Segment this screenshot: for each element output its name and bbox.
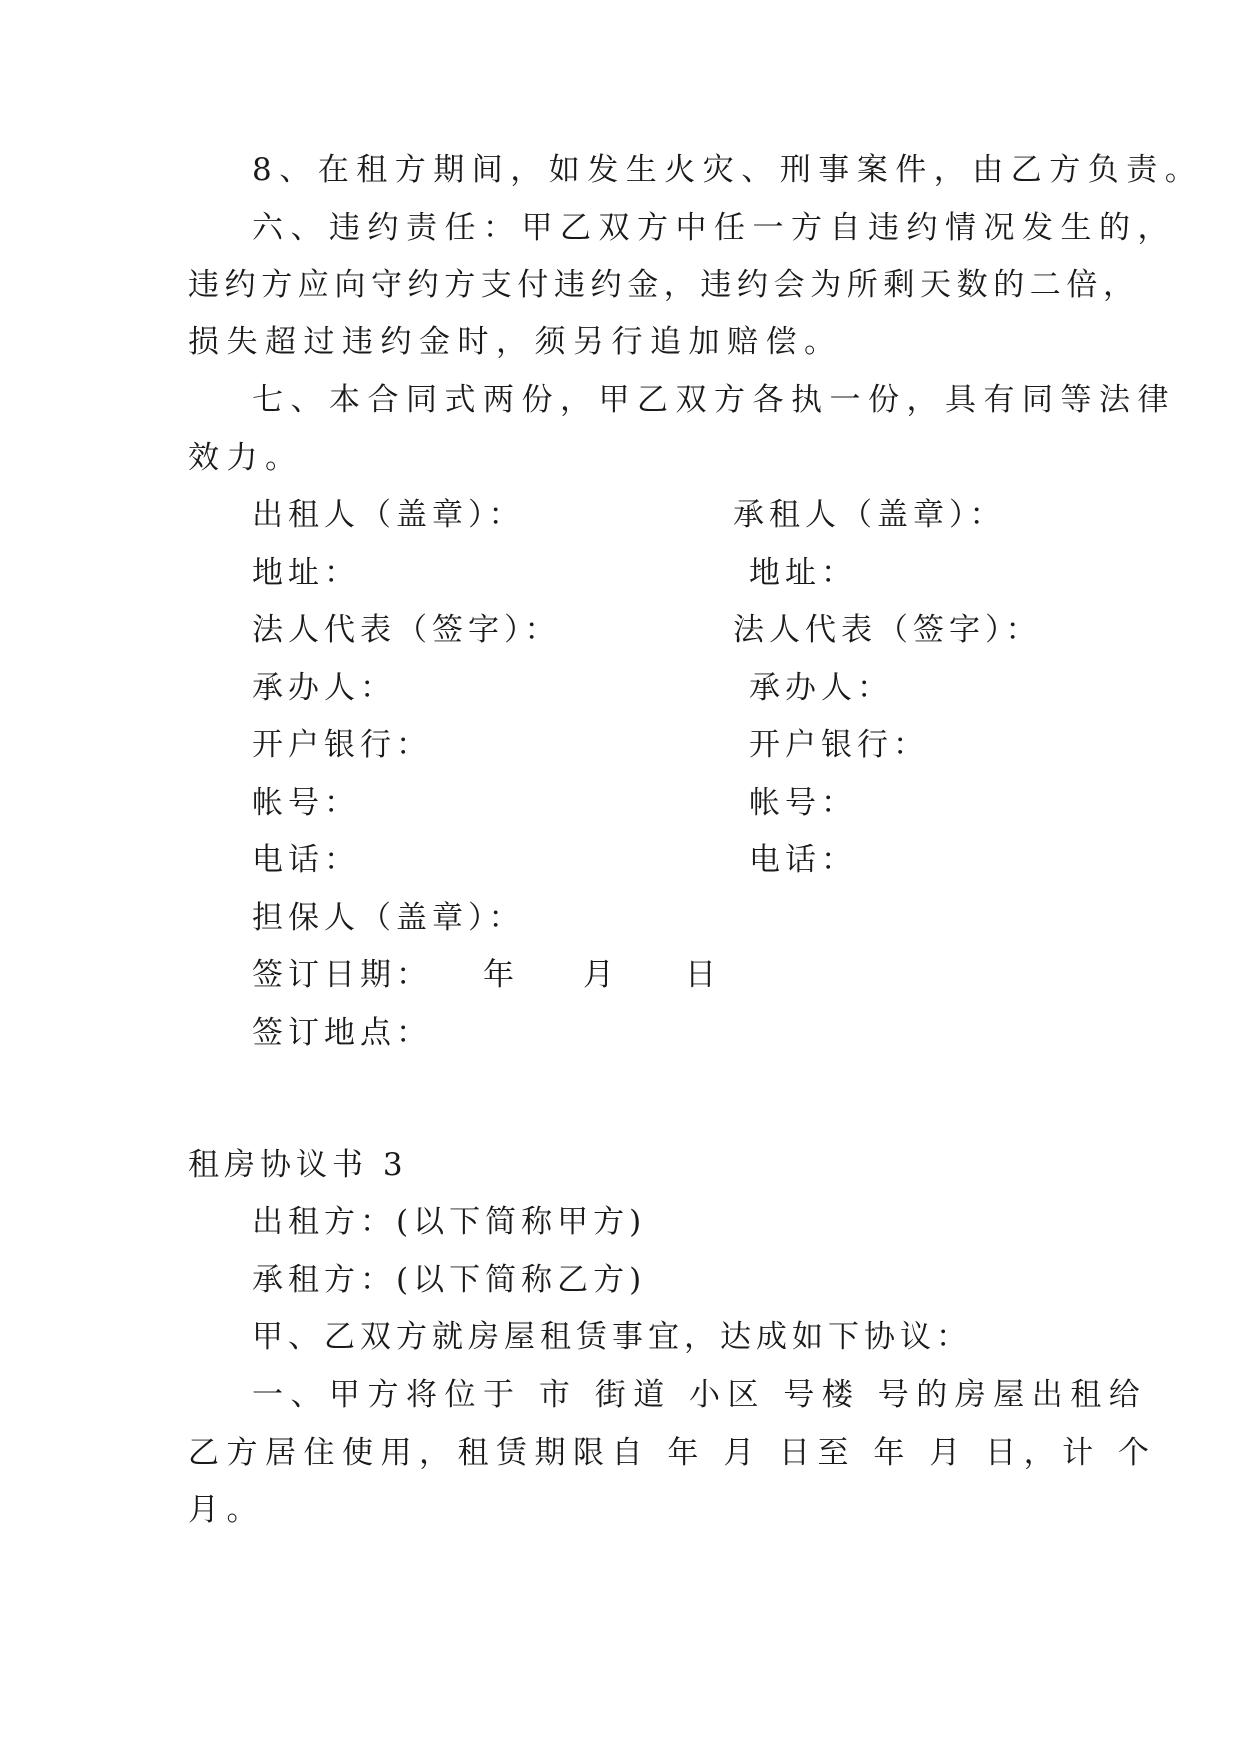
sign-date-label: 签订日期： [252, 957, 432, 993]
clause-8: 8、在租方期间，如发生火灾、刑事案件，由乙方负责。 [252, 152, 1204, 188]
lessee-handler-label: 承办人： [749, 670, 893, 706]
lessor-address-label: 地址： [252, 555, 360, 591]
lessor-seal-label: 出租人（盖章）： [252, 497, 525, 533]
sign-date-year: 年 [483, 957, 522, 993]
contract-3-intro: 甲、乙双方就房屋租赁事宜，达成如下协议： [252, 1319, 972, 1355]
lessor-handler-label: 承办人： [252, 670, 396, 706]
clause-7-line-2: 效力。 [188, 440, 304, 476]
contract-3-lessee: 承租方：(以下简称乙方) [252, 1262, 647, 1298]
guarantor-seal-label: 担保人（盖章）： [252, 900, 525, 936]
lessee-legal-rep-label: 法人代表（签字）： [733, 612, 1042, 648]
lessee-phone-label: 电话： [749, 842, 857, 878]
sign-date-day: 日 [685, 957, 724, 993]
contract-3-lessor: 出租方：(以下简称甲方) [252, 1204, 647, 1240]
lessor-bank-label: 开户银行： [252, 727, 432, 763]
clause-6-line-2: 违约方应向守约方支付违约金，违约会为所剩天数的二倍， [188, 267, 1140, 303]
contract-3-clause-1-line-2: 乙方居住使用，租赁期限自 年 月 日至 年 月 日，计 个 [188, 1435, 1157, 1471]
lessee-account-label: 帐号： [749, 785, 857, 821]
lessee-address-label: 地址： [749, 555, 857, 591]
sign-place-label: 签订地点： [252, 1015, 432, 1051]
lessee-bank-label: 开户银行： [749, 727, 929, 763]
clause-6-line-1: 六、违约责任：甲乙双方中任一方自违约情况发生的， [252, 210, 1176, 246]
contract-3-clause-1-line-1: 一、甲方将位于 市 街道 小区 号楼 号的房屋出租给 [252, 1377, 1148, 1413]
contract-3-clause-1-line-3: 月。 [188, 1492, 265, 1528]
clause-6-line-3: 损失超过违约金时，须另行追加赔偿。 [188, 324, 843, 360]
lessor-account-label: 帐号： [252, 785, 360, 821]
lessor-phone-label: 电话： [252, 842, 360, 878]
clause-7-line-1: 七、本合同式两份，甲乙双方各执一份，具有同等法律 [252, 382, 1176, 418]
sign-date-month: 月 [583, 957, 622, 993]
lessee-seal-label: 承租人（盖章）： [733, 497, 1006, 533]
contract-3-title: 租房协议书 3 [188, 1147, 408, 1183]
lessor-legal-rep-label: 法人代表（签字）： [252, 612, 561, 648]
